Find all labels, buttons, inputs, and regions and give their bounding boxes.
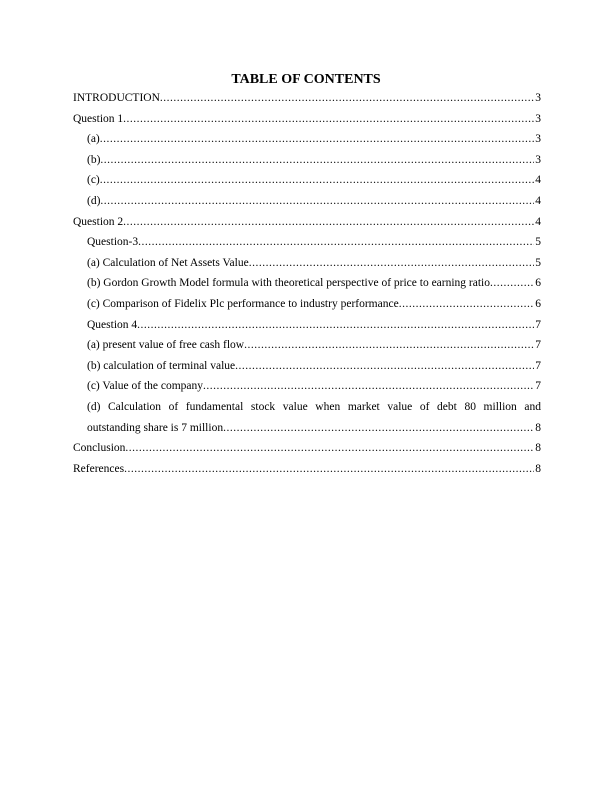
toc-leader-dots [100,150,534,171]
toc-page-number: 5 [535,236,541,249]
toc-page-number: 7 [535,380,541,393]
toc-page-number: 3 [535,133,541,146]
toc-leader-dots [223,418,534,439]
toc-entry-text: Conclusion [73,442,126,455]
toc-page-number: 3 [535,153,541,166]
toc-leader-dots [100,170,534,191]
toc-entry-conclusion[interactable] [73,438,541,459]
toc-page-number: 6 [535,297,541,310]
toc-entry-q3-b[interactable] [73,273,541,294]
toc-leader-dots [203,376,534,397]
toc-entry-text: (d) [87,194,101,207]
toc-page-number: 7 [535,318,541,331]
toc-entry-q1-c[interactable] [73,170,541,191]
toc-entry-q1-b[interactable] [73,150,541,171]
toc-leader-dots [100,129,534,150]
toc-leader-dots [490,273,534,294]
toc-leader-dots [249,253,535,274]
toc-entry-text: References [73,462,125,475]
toc-leader-dots [138,232,534,253]
toc-entry-q1-d[interactable] [73,191,541,212]
toc-entry-q4-a[interactable] [73,335,541,356]
toc-page-number: 8 [535,442,541,455]
toc-entry-q4-c[interactable] [73,376,541,397]
toc-entry-question-3[interactable] [73,232,541,253]
toc-entry-text: (c) Value of the company [87,380,204,393]
toc-leader-dots [123,109,534,130]
toc-entry-text: Question 1 [73,112,124,125]
toc-leader-dots [125,438,534,459]
toc-leader-dots [123,212,534,233]
toc-entry-text: (a) [87,133,100,146]
toc-entry-text: (b) [87,153,101,166]
toc-entry-question-4[interactable] [73,315,541,336]
toc-list [73,88,541,479]
toc-entry-text: (b) calculation of terminal value [87,359,236,372]
toc-entry-question-2[interactable] [73,212,541,233]
toc-leader-dots [399,294,535,315]
toc-page-number: 4 [535,215,541,228]
toc-entry-introduction[interactable] [73,88,541,109]
toc-leader-dots [100,191,534,212]
toc-page-number: 5 [535,256,541,269]
toc-leader-dots [137,315,534,336]
toc-page-number: 3 [535,112,541,125]
toc-entry-q4-d[interactable] [73,397,541,438]
toc-entry-text: (c) [87,174,100,187]
toc-page-number: 8 [535,462,541,475]
toc-page-number: 8 [535,421,541,434]
toc-entry-question-1[interactable] [73,109,541,130]
toc-entry-references[interactable] [73,459,541,480]
toc-page-number: 7 [535,339,541,352]
toc-title: TABLE OF CONTENTS [231,72,381,87]
toc-page-number: 4 [535,174,541,187]
toc-entry-text: (b) Gordon Growth Model formula with theoretical perspective of price to earning ratio [87,277,491,290]
toc-entry-text-line2: outstanding share is 7 million [87,421,224,434]
toc-entry-text: Question 2 [73,215,124,228]
toc-entry-q3-c[interactable] [73,294,541,315]
toc-page-number: 6 [535,277,541,290]
toc-leader-dots [160,88,534,109]
toc-entry-q1-a[interactable] [73,129,541,150]
toc-entry-q4-b[interactable] [73,356,541,377]
toc-leader-dots [124,459,534,480]
toc-page-number: 4 [535,194,541,207]
toc-leader-dots [244,335,534,356]
toc-entry-text: (c) Comparison of Fidelix Plc performance to industry performance [87,297,399,310]
toc-page-number: 7 [535,359,541,372]
toc-leader-dots [235,356,534,377]
toc-page-number: 3 [535,92,541,104]
toc-entry-text: (a) Calculation of Net Assets Value [87,256,249,269]
toc-entry-text: (a) present value of free cash flow [87,339,245,352]
toc-entry-q3-a[interactable] [73,253,541,274]
toc-entry-text-line1: (d) Calculation of fundamental stock value when market value of debt 80 million and [87,400,541,413]
toc-entry-text: INTRODUCTION [73,92,160,104]
toc-entry-text: Question-3 [87,236,139,249]
toc-entry-text: Question 4 [87,318,138,331]
